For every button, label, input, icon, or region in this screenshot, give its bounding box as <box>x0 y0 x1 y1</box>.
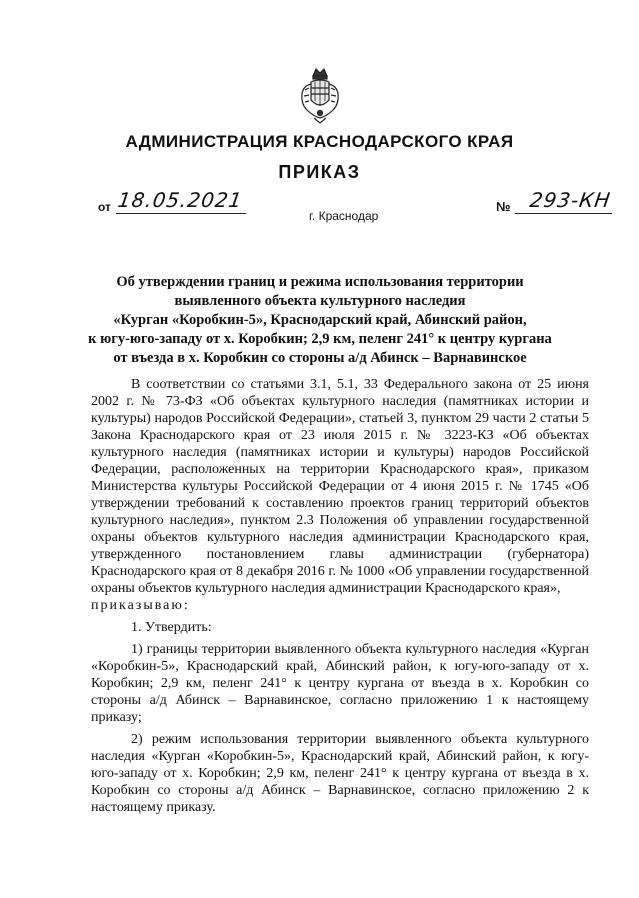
organization-name: АДМИНИСТРАЦИЯ КРАСНОДАРСКОГО КРАЯ <box>125 132 514 151</box>
document-date: 18.05.2021 <box>116 188 245 212</box>
number-underline <box>515 213 612 214</box>
paragraph-preamble <box>91 376 589 614</box>
city-label: г. Краснодар <box>309 209 379 223</box>
title-line: к югу-юго-западу от х. Коробкин; 2,9 км, пеленг 241° к центру кургана <box>88 331 552 347</box>
title-line: Об утверждении границ и режима использования территории <box>116 274 524 290</box>
number-prefix: № <box>496 199 511 214</box>
paragraph-approve: 1. Утвердить: <box>131 620 212 635</box>
date-underline <box>116 213 246 214</box>
date-prefix: от <box>98 200 111 214</box>
document-title <box>70 273 570 368</box>
preamble-text: В соответствии со статьями 3.1, 5.1, 33 Федерального закона от 25 июня 2002 г. № 73-ФЗ «Об объектах культурного наследия (памятниках истории и культуры) народов Российской Федерации», статьей 3, пунктом 29 части 2 статьи 5 Закона Краснодарского края от 23 июля 2015 г. № 3223-КЗ «Об объектах культурного наследия (памятниках истории и культуры) народов Российской Федерации, расположенных на территории Краснодарского края», приказом Министерства культуры Российской Федерации от 4 июня 2015 г. № 1745 «Об утверждении требований к составлению проектов границ территорий объектов культурного наследия», пунктом 2.3 Положения об управлении государственной охраны объектов культурного наследия администрации Краснодарского края, утвержденного постановлением главы администрации (губернатора) Краснодарского края от 8 декабря 2016 г. № 1000 «Об управлении государственной охраны объектов культурного наследия администрации Краснодарского края», <box>91 377 589 596</box>
title-line: выявленного объекта культурного наследия <box>174 293 466 309</box>
coat-of-arms-icon <box>299 66 341 124</box>
title-line: «Курган «Коробкин-5», Краснодарский край, Абинский район, <box>113 312 527 328</box>
document-body <box>91 376 589 821</box>
document-number: 293-КН <box>528 188 613 212</box>
paragraph-item-2: 2) режим использования территории выявленного объекта культурного наследия «Курган «Коробкин-5», Краснодарский край, Абинский район, к югу-юго-западу от х. Коробкин; 2,9 км, пеленг 241° к центру кургана от въезда в х. Коробкин со стороны а/д Абинск – Варнавинское, согласно приложению 2 к настоящему приказу. <box>91 732 589 815</box>
document-type: ПРИКАЗ <box>278 162 361 182</box>
order-word: приказываю: <box>91 598 190 613</box>
title-line: от въезда в х. Коробкин со стороны а/д Абинск – Варнавинское <box>113 350 527 366</box>
paragraph-item-1: 1) границы территории выявленного объекта культурного наследия «Курган «Коробкин-5», Краснодарский край, Абинский район, к югу-юго-западу от х. Коробкин; 2,9 км, пеленг 241° к центру кургана от въезда в х. Коробкин со стороны а/д Абинск – Варнавинское, согласно приложению 1 к настоящему приказу; <box>91 642 589 725</box>
